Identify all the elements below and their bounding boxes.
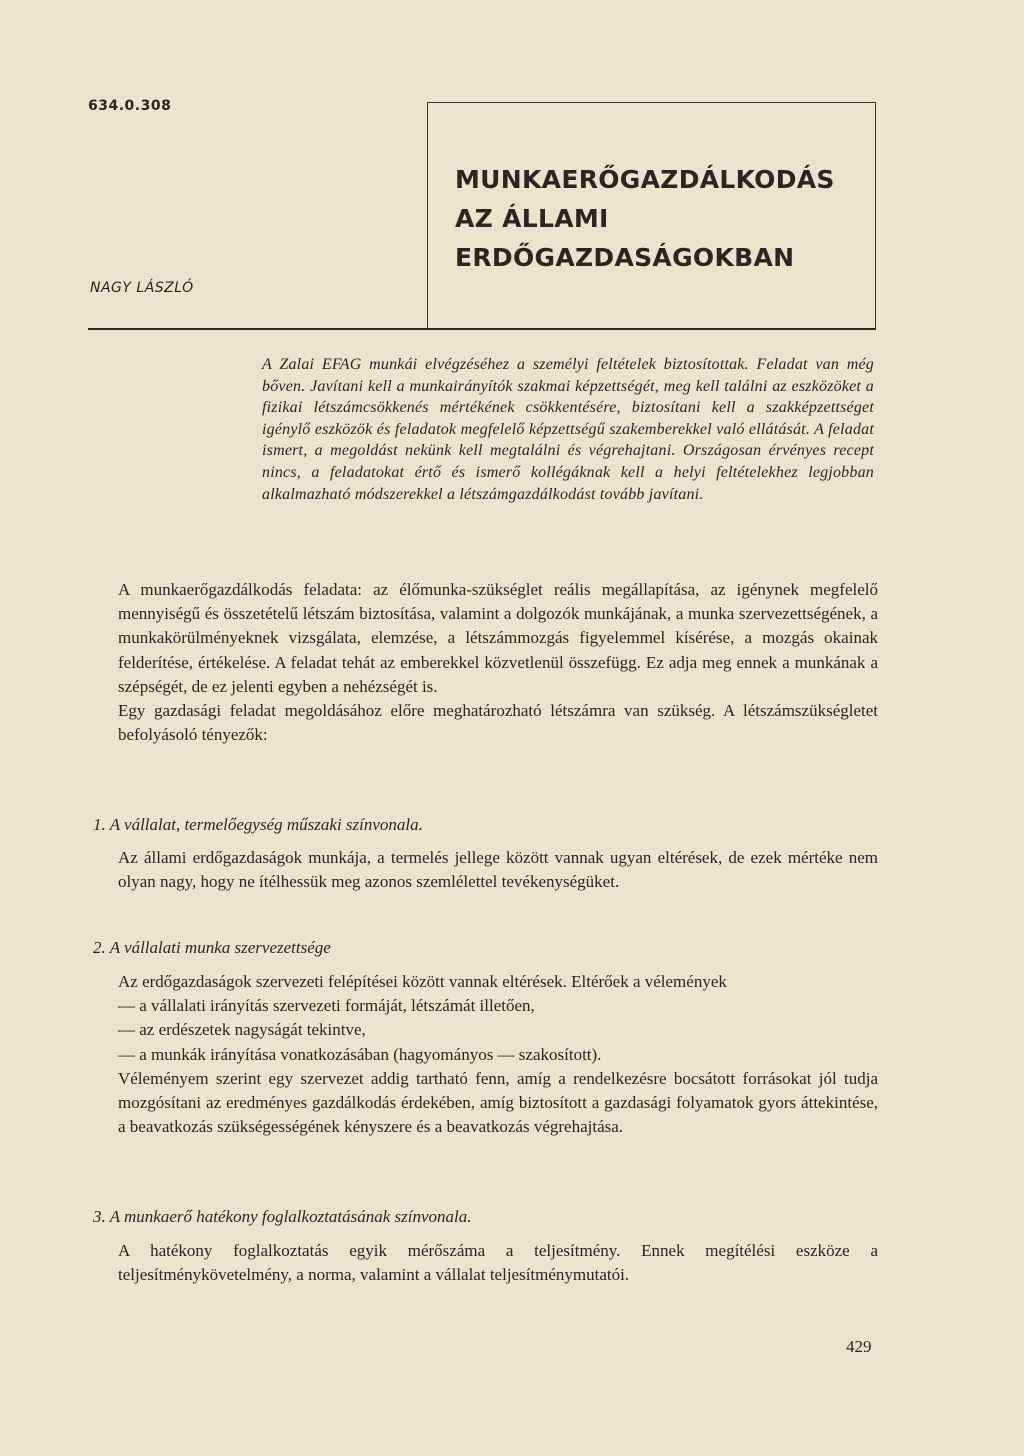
section-3-body [118, 1239, 878, 1287]
section-2-dash-item-3: — a munkák irányítása vonatkozásában (hagyományos — szakosított). [118, 1044, 602, 1064]
section-3-heading: 3. A munkaerő hatékony foglalkoztatásának színvonala. [93, 1207, 472, 1226]
intro-paragraph-2: Egy gazdasági feladat megoldásához előre meghatározható létszámra van szükség. A létszámszükségletet befolyásoló tényezők: [118, 701, 878, 745]
classification-number: 634.0.308 [88, 98, 172, 114]
page-number: 429 [846, 1337, 872, 1356]
section-2-heading: 2. A vállalati munka szervezettsége [93, 938, 331, 957]
section-2-paragraph-1: Az erdőgazdaságok szervezeti felépítései között vannak eltérések. Eltérőek a vélemények [118, 972, 727, 991]
section-1-heading: 1. A vállalat, termelőegység műszaki színvonala. [93, 815, 423, 834]
intro-section [118, 578, 878, 747]
section-1-body [118, 846, 878, 894]
title-line-1: MUNKAERŐGAZDÁLKODÁS [455, 165, 835, 194]
section-1-paragraph: Az állami erdőgazdaságok munkája, a termelés jellege között vannak ugyan eltérések, de ezek mértéke nem olyan nagy, hogy ne ítélhessük meg azonos szemlélettel tevékenységüket. [118, 848, 878, 892]
title-line-3: ERDŐGAZDASÁGOKBAN [455, 243, 795, 272]
section-2-dash-item-1: — a vállalati irányítás szervezeti formáját, létszámát illetően, [118, 996, 535, 1016]
header-bottom-rule [88, 328, 875, 330]
article-title [455, 160, 855, 277]
abstract: A Zalai EFAG munkái elvégzéséhez a személyi feltételek biztosítottak. Feladat van még bőven. Javítani kell a munkairányítók szakmai képzettségét, meg kell találni az eszközöket a fizikai létszámcsökkenés mértékének csökkentésére, biztosítani kell a szakképzettséget igénylő eszközök és feladatok megfelelő képzettségű szakemberekkel való ellátását. A feladat ismert, a megoldást nekünk kell megtalálni és végrehajtani. Országosan érvényes recept nincs, a feladatokat értő és ismerő kollégáknak kell a helyi feltételekhez legjobban alkalmazható módszerekkel a létszámgazdálkodást tovább javítani. [262, 356, 874, 503]
section-2-paragraph-2: Véleményem szerint egy szervezet addig tartható fenn, amíg a rendelkezésre bocsátott forrásokat jól tudja mozgósítani az eredményes gazdálkodás érdekében, amíg biztosított a gazdasági folyamatok gyors áttekintése, a beavatkozás szükségességének kényszere és a beavatkozás végrehajtása. [118, 1068, 878, 1137]
title-line-2: AZ ÁLLAMI [455, 204, 609, 233]
section-2-dash-item-2: — az erdészetek nagyságát tekintve, [118, 1020, 366, 1040]
author-name: NAGY LÁSZLÓ [90, 280, 194, 296]
intro-paragraph-1: A munkaerőgazdálkodás feladata: az élőmunka-szükséglet reális megállapítása, az igénynek megfelelő mennyiségű és összetételű létszám biztosítása, valamint a dolgozók munkájának, a munka szervezettségének, a munkakörülményeknek vizsgálata, elemzése, a létszámmozgás figyelemmel kísérése, a mozgás okainak felderítése, értékelése. A feladat tehát az emberekkel közvetlenül összefügg. Ez adja meg ennek a munkának a szépségét, de ez jelenti egyben a nehézségét is. [118, 580, 878, 696]
section-2-body [118, 970, 878, 1139]
section-3-paragraph: A hatékony foglalkoztatás egyik mérőszáma a teljesítmény. Ennek megítélési eszköze a teljesítménykövetelmény, a norma, valamint a vállalat teljesítménymutatói. [118, 1241, 878, 1285]
